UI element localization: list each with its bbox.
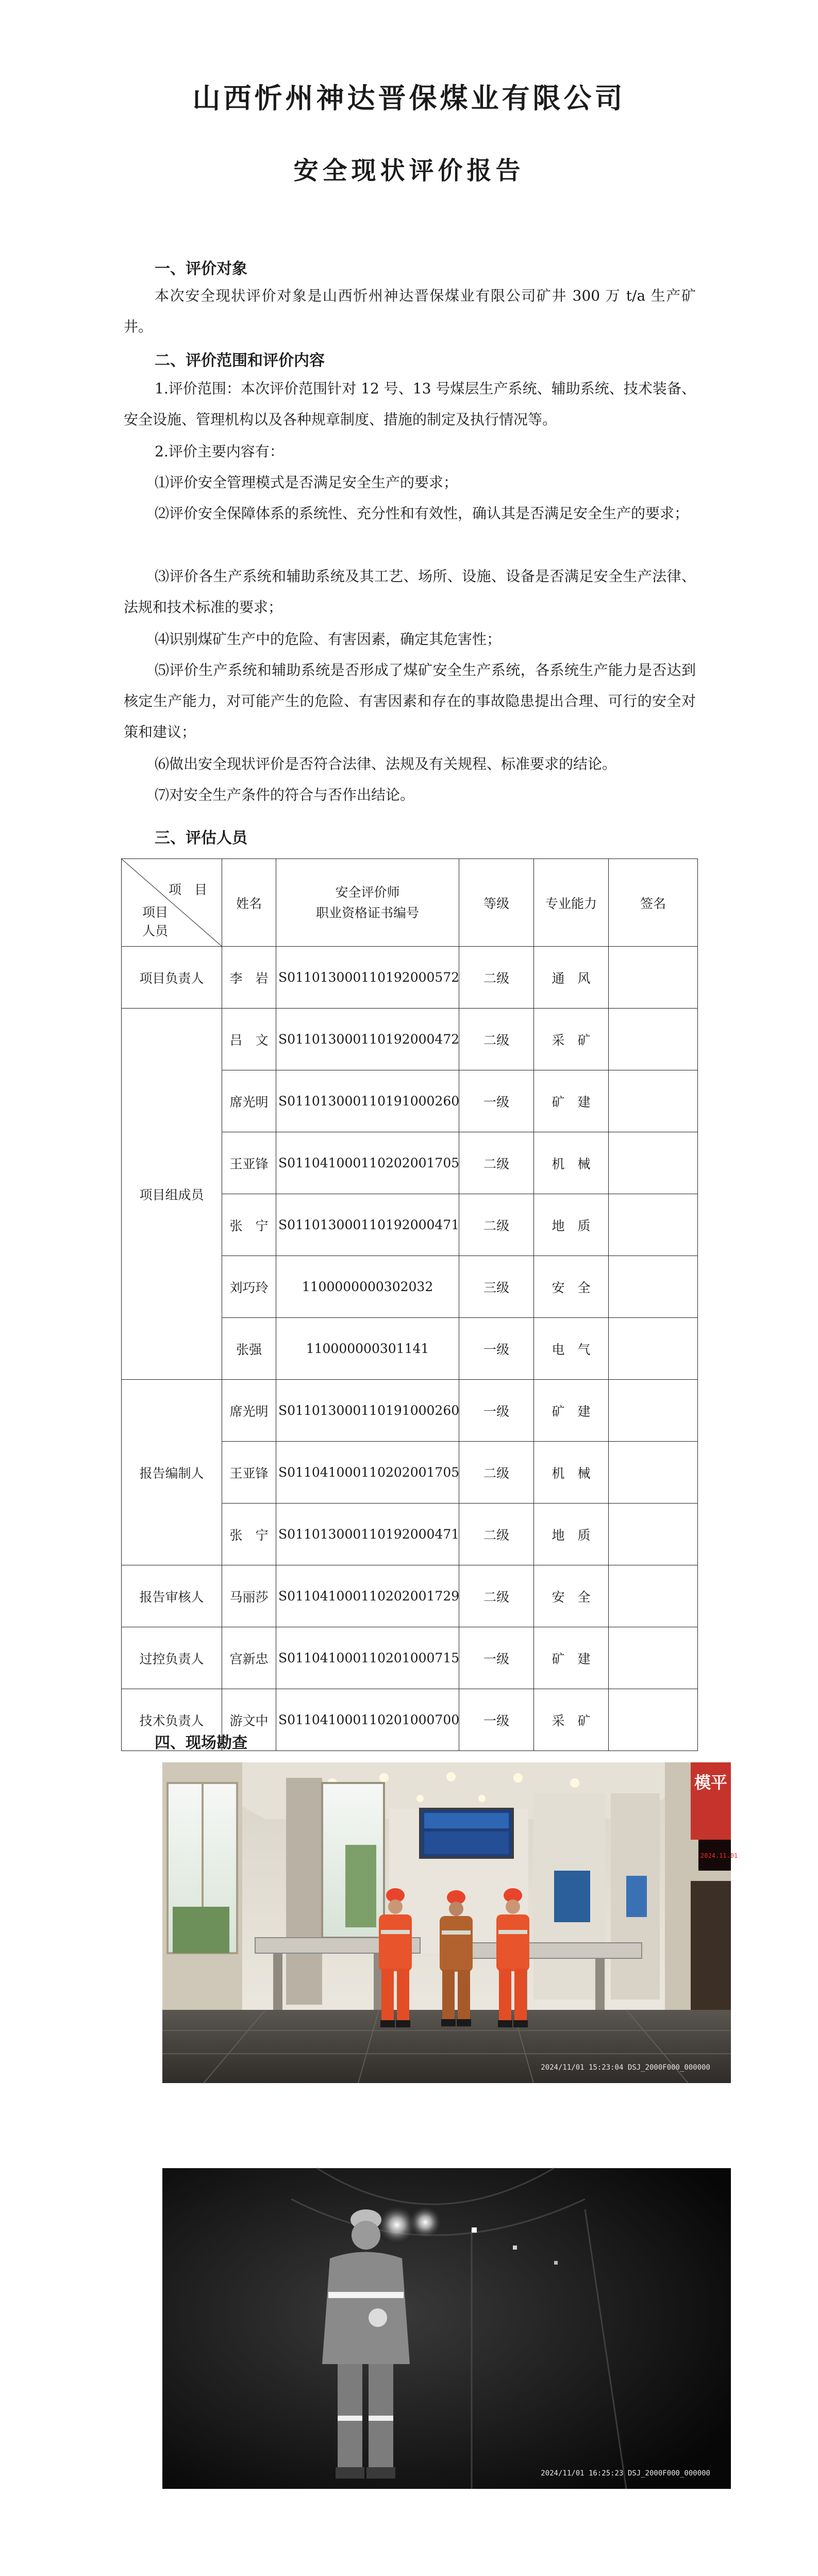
level-cell: 一级	[459, 1318, 534, 1380]
diag-bottom-label-2: 人员	[142, 923, 169, 938]
level-cell: 二级	[459, 1194, 534, 1256]
specialty-cell: 通 风	[534, 947, 609, 1009]
specialty-cell: 采 矿	[534, 1009, 609, 1070]
section-4-heading: 四、现场勘查	[155, 1734, 247, 1752]
name-cell: 马丽莎	[222, 1565, 276, 1627]
signature-cell	[609, 1132, 698, 1194]
name-cell: 张 宁	[222, 1504, 276, 1565]
level-cell: 一级	[459, 1380, 534, 1442]
table-header-row	[122, 859, 698, 947]
section-3-heading: 三、评估人员	[155, 829, 247, 847]
signature-cell	[609, 1689, 698, 1751]
specialty-cell: 机 械	[534, 1132, 609, 1194]
specialty-cell: 采 矿	[534, 1689, 609, 1751]
role-cell: 项目组成员	[122, 1009, 222, 1380]
photo-2-timestamp: 2024/11/01 16:25:23 DSJ_2000F000_000000	[541, 2469, 710, 2478]
level-cell: 二级	[459, 1009, 534, 1070]
photo-1-timestamp: 2024/11/01 15:23:04 DSJ_2000F000_000000	[541, 2063, 710, 2072]
content-title: 2.评价主要内容有：	[155, 443, 284, 460]
diag-bottom-label-1: 项目	[142, 905, 169, 920]
level-cell: 一级	[459, 1627, 534, 1689]
specialty-cell: 矿 建	[534, 1070, 609, 1132]
specialty-cell: 地 质	[534, 1194, 609, 1256]
content-item-1: ⑴评价安全管理模式是否满足安全生产的要求；	[155, 474, 458, 491]
level-cell: 二级	[459, 1504, 534, 1565]
header-cert-line2: 职业资格证书编号	[315, 905, 419, 920]
table-row	[122, 1627, 698, 1689]
content-item-2: ⑵评价安全保障体系的系统性、充分性和有效性，确认其是否满足安全生产的要求；	[155, 505, 689, 522]
cert-cell: S011013000110191000260	[276, 1070, 459, 1132]
name-cell: 王亚锋	[222, 1132, 276, 1194]
name-cell: 席光明	[222, 1070, 276, 1132]
table-row	[122, 1380, 698, 1442]
role-cell: 项目负责人	[122, 947, 222, 1009]
cert-cell: S011041000110202001729	[276, 1565, 459, 1627]
name-cell: 王亚锋	[222, 1442, 276, 1504]
signature-cell	[609, 1318, 698, 1380]
table-row	[122, 947, 698, 1009]
section-1-text: 本次安全现状评价对象是山西忻州神达晋保煤业有限公司矿井 300 万 t/a 生产矿井。	[124, 287, 696, 335]
cert-cell: 1100000000302032	[276, 1256, 459, 1318]
signature-cell	[609, 1070, 698, 1132]
signature-cell	[609, 1256, 698, 1318]
level-cell: 二级	[459, 1565, 534, 1627]
content-item-4: ⑷识别煤矿生产中的危险、有害因素，确定其危害性；	[155, 631, 502, 648]
name-cell: 宫新忠	[222, 1627, 276, 1689]
signature-cell	[609, 947, 698, 1009]
name-cell: 游文中	[222, 1689, 276, 1751]
scope-paragraph: 1.评价范围：本次评价范围针对 12 号、13 号煤层生产系统、辅助系统、技术装备、安全设施、管理机构以及各种规章制度、措施的制定及执行情况等。	[124, 380, 696, 428]
header-cert	[276, 859, 459, 947]
cert-cell: S011013000110191000260	[276, 1380, 459, 1442]
signature-cell	[609, 1442, 698, 1504]
specialty-cell: 机 械	[534, 1442, 609, 1504]
cert-cell: S011041000110201000700	[276, 1689, 459, 1751]
header-name: 姓名	[222, 859, 276, 947]
name-cell: 吕 文	[222, 1009, 276, 1070]
diagonal-header-cell	[122, 859, 222, 947]
signature-cell	[609, 1565, 698, 1627]
name-cell: 李 岩	[222, 947, 276, 1009]
section-2-heading: 二、评价范围和评价内容	[155, 352, 325, 370]
cert-cell: S011013000110192000471	[276, 1194, 459, 1256]
cert-cell: S011041000110202001705	[276, 1442, 459, 1504]
cert-cell: S011041000110202001705	[276, 1132, 459, 1194]
table-row	[122, 1009, 698, 1070]
diagonal-line	[122, 859, 222, 946]
cert-cell: S011013000110192000572	[276, 947, 459, 1009]
company-title: 山西忻州神达晋保煤业有限公司	[192, 82, 626, 114]
table-row	[122, 1565, 698, 1627]
header-cert-line1: 安全评价师	[335, 884, 400, 900]
specialty-cell: 安 全	[534, 1256, 609, 1318]
cert-cell: S011041000110201000715	[276, 1627, 459, 1689]
level-cell: 三级	[459, 1256, 534, 1318]
header-signature: 签名	[609, 859, 698, 947]
diag-top-label: 项 目	[168, 882, 207, 897]
specialty-cell: 安 全	[534, 1565, 609, 1627]
site-photo-underground	[162, 2168, 731, 2489]
header-specialty: 专业能力	[534, 859, 609, 947]
name-cell: 席光明	[222, 1380, 276, 1442]
cert-cell: S011013000110192000471	[276, 1504, 459, 1565]
content-item-7: ⑺对安全生产条件的符合与否作出结论。	[155, 786, 415, 803]
level-cell: 二级	[459, 947, 534, 1009]
content-item-3: ⑶评价各生产系统和辅助系统及其工艺、场所、设施、设备是否满足安全生产法律、法规和技术标准的要求；	[124, 568, 696, 616]
cert-cell: S011013000110192000472	[276, 1009, 459, 1070]
level-cell: 一级	[459, 1689, 534, 1751]
site-photo-entrance	[162, 1762, 738, 2083]
staff-table	[121, 858, 698, 1751]
content-item-6: ⑹做出安全现状评价是否符合法律、法规及有关规程、标准要求的结论。	[155, 755, 617, 772]
name-cell: 张 宁	[222, 1194, 276, 1256]
role-cell: 报告编制人	[122, 1380, 222, 1565]
content-item-5: ⑸评价生产系统和辅助系统是否形成了煤矿安全生产系统，各系统生产能力是否达到核定生产能力，对可能产生的危险、有害因素和存在的事故隐患提出合理、可行的安全对策和建议；	[124, 662, 696, 740]
header-level: 等级	[459, 859, 534, 947]
name-cell: 张强	[222, 1318, 276, 1380]
report-title: 安全现状评价报告	[293, 156, 525, 185]
photo-led-sign: 2024.11.01	[700, 1852, 738, 1859]
specialty-cell: 地 质	[534, 1504, 609, 1565]
signature-cell	[609, 1380, 698, 1442]
section-1-heading: 一、评价对象	[155, 260, 247, 278]
specialty-cell: 电 气	[534, 1318, 609, 1380]
signature-cell	[609, 1504, 698, 1565]
role-cell: 技术负责人	[122, 1689, 222, 1751]
photo-sign-text: 模平	[694, 1773, 728, 1792]
signature-cell	[609, 1009, 698, 1070]
role-cell: 报告审核人	[122, 1565, 222, 1627]
signature-cell	[609, 1194, 698, 1256]
name-cell: 刘巧玲	[222, 1256, 276, 1318]
level-cell: 一级	[459, 1070, 534, 1132]
specialty-cell: 矿 建	[534, 1627, 609, 1689]
role-cell: 过控负责人	[122, 1627, 222, 1689]
specialty-cell: 矿 建	[534, 1380, 609, 1442]
level-cell: 二级	[459, 1132, 534, 1194]
signature-cell	[609, 1627, 698, 1689]
level-cell: 二级	[459, 1442, 534, 1504]
cert-cell: 110000000301141	[276, 1318, 459, 1380]
